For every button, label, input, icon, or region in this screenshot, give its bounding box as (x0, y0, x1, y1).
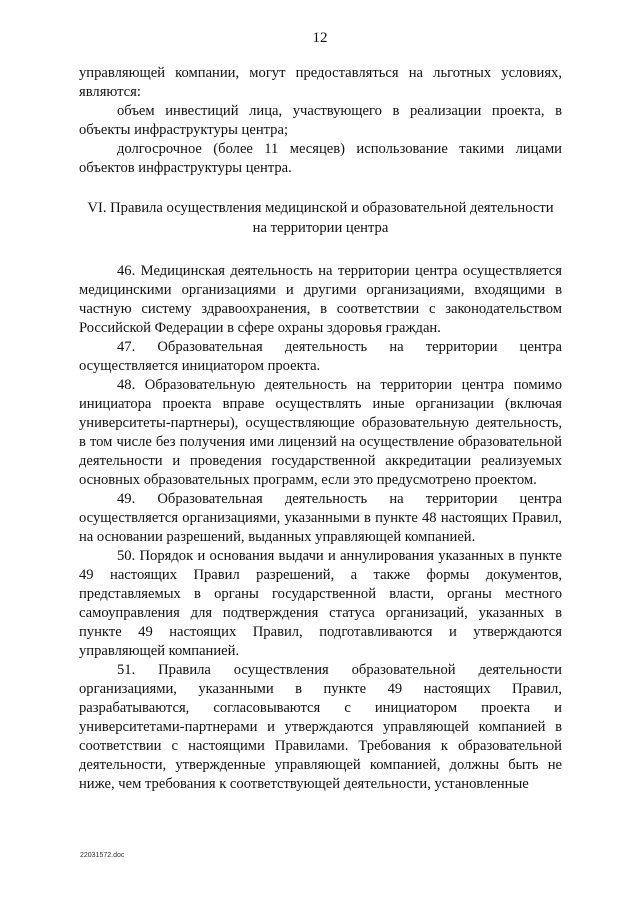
paragraph-48: 48. Образовательную деятельность на территории центра помимо инициатора проекта вправе осуществлять иные организации (включая университеты-партнеры), осуществляющие образовательную деятельность, в том числе без получения ими лицензий на осуществление образовательной деятельности и проведения государственной аккредитации реализуемых основных образовательных программ, если это предусмотрено проектом. (79, 377, 562, 488)
section-heading: VI. Правила осуществления медицинской и образовательной деятельности на территории центра (87, 200, 554, 236)
paragraph-50: 50. Порядок и основания выдачи и аннулирования указанных в пункте 49 настоящих Правил разрешений, а также формы документов, представляемых в органы государственной власти, органы местного самоуправления для подтверждения статуса организаций, указанных в пункте 49 настоящих Правил, подготавливаются и утверждаются управляющей компанией. (79, 548, 562, 659)
paragraph-item-long-term-use: долгосрочное (более 11 месяцев) использование такими лицами объектов инфраструктуры центра. (79, 141, 562, 176)
footer-document-code: 22031572.doc (80, 852, 125, 859)
page-number: 12 (312, 30, 328, 46)
paragraph-item-investments: объем инвестиций лица, участвующего в реализации проекта, в объекты инфраструктуры центра; (79, 103, 562, 138)
paragraph-51: 51. Правила осуществления образовательной деятельности организациями, указанными в пункте 49 настоящих Правил, разрабатываются, согласовываются с инициатором проекта и университетами-партнерами и утверждаются управляющей компанией в соответствии с настоящими Правилами. Требования к образовательной деятельности, утвержденные управляющей компанией, должны быть не ниже, чем требования к соответствующей деятельности, установленные (79, 662, 562, 792)
paragraph-49: 49. Образовательная деятельность на территории центра осуществляется организациями, указанными в пункте 48 настоящих Правил, на основании разрешений, выданных управляющей компанией. (79, 491, 562, 545)
paragraph-intro: управляющей компании, могут предоставляться на льготных условиях, являются: (79, 65, 562, 100)
paragraph-46: 46. Медицинская деятельность на территории центра осуществляется медицинскими организациями и другими организациями, входящими в частную систему здравоохранения, в соответствии с законодательством Российской Федерации в сфере охраны здоровья граждан. (79, 263, 562, 336)
document-body (79, 64, 562, 794)
paragraph-47: 47. Образовательная деятельность на территории центра осуществляется инициатором проекта. (79, 339, 562, 374)
